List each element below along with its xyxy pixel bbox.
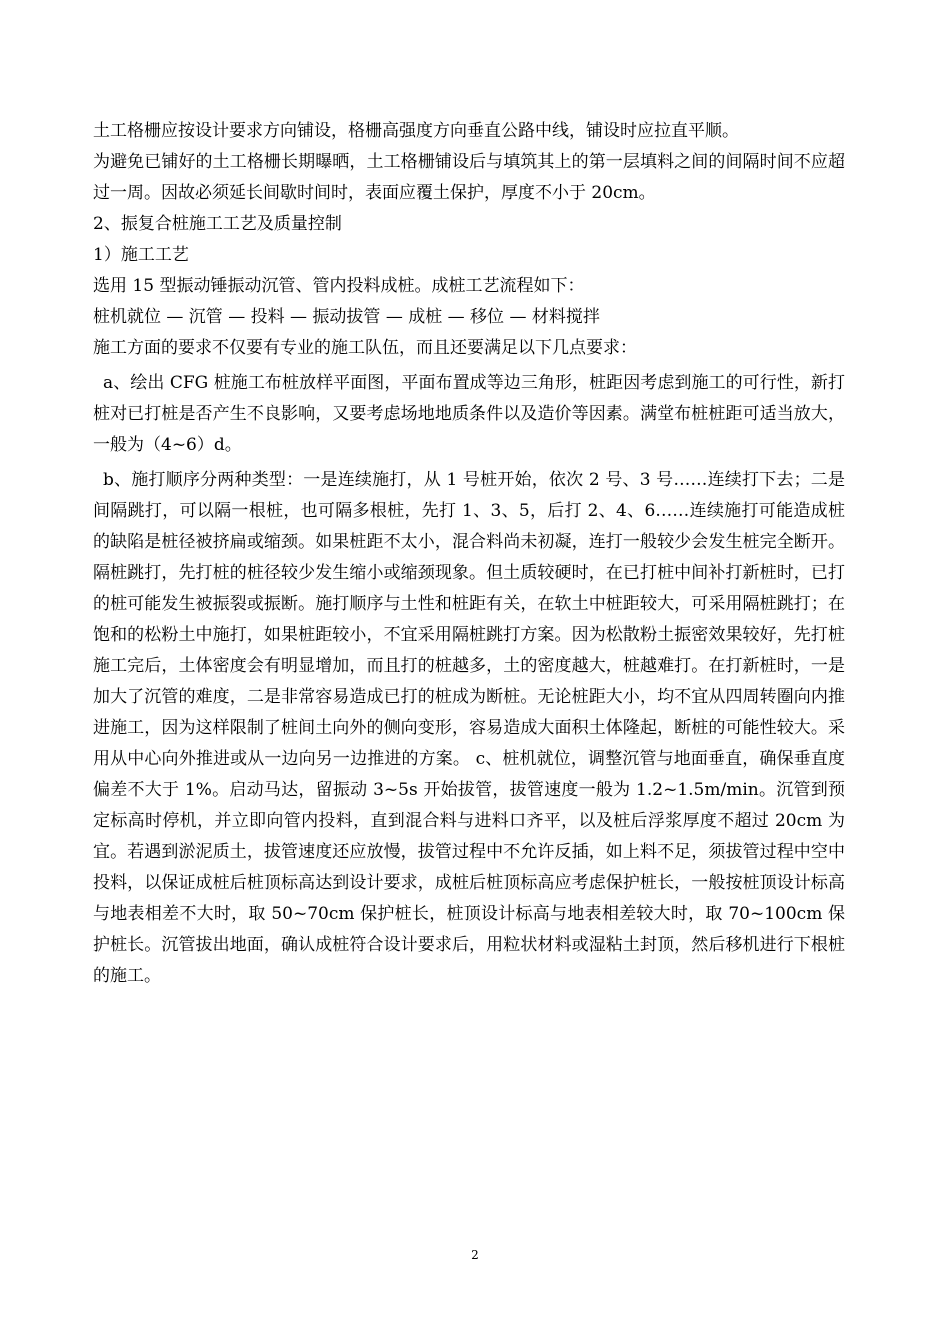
paragraph-construction-requirements: 施工方面的要求不仅要有专业的施工队伍，而且还要满足以下几点要求： [93, 338, 637, 358]
subsection-heading-construction-process: 1）施工工艺 [93, 245, 189, 265]
paragraph-geogrid-exposure: 为避免已铺好的土工格栅长期曝晒，土工格栅铺设后与填筑其上的第一层填料之间的间隔时间不应超过一周。因故必须延长间歇时间时，表面应覆土保护，厚度不小于 20cm。 [93, 152, 845, 203]
paragraph-process-flow: 桩机就位 — 沉管 — 投料 — 振动拔管 — 成桩 — 移位 — 材料搅拌 [93, 307, 600, 327]
paragraph-item-a: a、绘出 CFG 桩施工布桩放样平面图，平面布置成等边三角形，桩距因考虑到施工的可行性，新打桩对已打桩是否产生不良影响，又要考虑场地地质条件以及造价等因素。满堂布桩桩距可适当放大，一般为（4~6）d。 [93, 373, 845, 455]
paragraph-item-b-c: b、施打顺序分两种类型：一是连续施打，从 1 号桩开始，依次 2 号、3 号……连续打下去；二是间隔跳打，可以隔一根桩，也可隔多根桩，先打 1、3、5，后打 2、4、6……连续施打可能造成桩的缺陷是桩径被挤扁或缩颈。如果桩距不太小，混合料尚未初凝，连打一般较少会发生桩完全断开。隔桩跳打，先打桩的桩径较少发生缩小或缩颈现象。但土质较硬时，在已打桩中间补打新桩时，已打的桩可能发生被振裂或振断。施打顺序与土性和桩距有关，在软土中桩距较大，可采用隔桩跳打；在饱和的松粉土中施打，如果桩距较小，不宜采用隔桩跳打方案。因为松散粉土振密效果较好，先打桩施工完后，土体密度会有明显增加，而且打的桩越多，土的密度越大，桩越难打。在打新桩时，一是加大了沉管的难度，二是非常容易造成已打的桩成为断桩。无论桩距大小，均不宜从四周转圈向内推进施工，因为这样限制了桩间土向外的侧向变形，容易造成大面积土体隆起，断桩的可能性较大。采用从中心向外推进或从一边向另一边推进的方案。 c、桩机就位，调整沉管与地面垂直，确保垂直度偏差不大于 1%。启动马达，留振动 3~5s 开始拔管，拔管速度一般为 1.2~1.5m/min。沉管到预定标高时停机，并立即向管内投料，直到混合料与进料口齐平，以及桩后浮浆厚度不超过 20cm 为宜。若遇到淤泥质土，拔管速度还应放慢，拔管过程中不允许反插，如上料不足，须拔管过程中空中投料，以保证成桩后桩顶标高达到设计要求，成桩后桩顶标高应考虑保护桩长，一般按桩顶设计标高与地表相差不大时，取 50~70cm 保护桩长，桩顶设计标高与地表相差较大时，取 70~100cm 保护桩长。沉管拔出地面，确认成桩符合设计要求后，用粒状材料或湿粘土封顶，然后移机进行下根桩的施工。 [93, 470, 845, 986]
document-body [93, 116, 845, 992]
page-number: 2 [471, 1248, 479, 1262]
section-heading-composite-pile: 2、振复合桩施工工艺及质量控制 [93, 214, 342, 234]
paragraph-vibration-hammer: 选用 15 型振动锤振动沉管、管内投料成桩。成桩工艺流程如下： [93, 276, 585, 296]
paragraph-geogrid-laying: 土工格栅应按设计要求方向铺设，格栅高强度方向垂直公路中线，铺设时应拉直平顺。 [93, 121, 739, 141]
